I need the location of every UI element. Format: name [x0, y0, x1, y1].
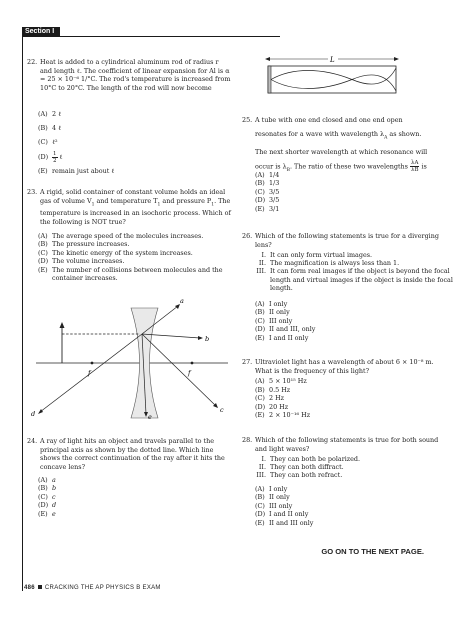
label-d: d [31, 410, 36, 418]
option[interactable]: (D) 20 Hz [255, 402, 289, 411]
label-c: c [220, 406, 224, 414]
question-number: 23. [27, 188, 38, 196]
question-25 [242, 115, 457, 176]
question-number: 22. [27, 58, 38, 66]
option[interactable]: (D) I and II only [255, 510, 309, 519]
option[interactable]: (C) III only [255, 316, 293, 325]
option[interactable]: (C) 3/5 [255, 187, 280, 196]
question-number: 27. [242, 358, 253, 366]
option[interactable]: (B) II only [255, 493, 290, 502]
option[interactable]: (A) I only [255, 485, 288, 493]
question-number: 28. [242, 436, 253, 444]
question-text: A tube with one end closed and one end open resonates for a wave with wavelength $\lambda_A$ as shown. The next shorter wavelength at which resonance will occur is $\lambda_B$. The ratio of these two wavelengths $\frac{\lambda A}{\lambda B}$ is [255, 116, 428, 174]
option[interactable]: (B) 1/3 [255, 179, 280, 188]
section-rule [60, 36, 280, 37]
resonance-tube-diagram [262, 55, 412, 99]
q23-options [38, 232, 233, 282]
option[interactable]: (A) I only [255, 300, 288, 308]
question-text: Which of the following statements is true for a diverging lens? [255, 232, 439, 249]
statement: II. They can both diffract. [258, 463, 344, 472]
option[interactable]: (A) The average speed of the molecules increases. [38, 232, 204, 240]
standing-wave-upper [271, 68, 396, 84]
question-text: A rigid, solid container of constant volume holds an ideal gas of volume $V_1$ and temperature $T_1$ and pressure $P_1$. The temperature is increased in an isochoric process. Which of the following is NOT true? [40, 188, 231, 227]
standing-wave-lower [271, 75, 396, 91]
option[interactable]: (E) The number of collisions between molecules and the container increases. [38, 265, 223, 283]
label-b: b [205, 335, 210, 343]
option[interactable]: (C) ℓ² [38, 138, 58, 147]
option[interactable]: (C) III only [255, 501, 293, 510]
option[interactable]: (B) b [38, 484, 57, 493]
question-number: 24. [27, 437, 38, 445]
q28-statements [254, 455, 454, 480]
option[interactable]: (E) 3/1 [255, 204, 280, 213]
option[interactable]: (C) The kinetic energy of the system increases. [38, 248, 193, 257]
label-f-right: f [188, 369, 191, 377]
page-number: 486 [24, 585, 35, 591]
section-label: Section I [22, 27, 60, 37]
option[interactable]: (A) a [38, 476, 56, 484]
option[interactable]: (D) d [38, 501, 57, 510]
label-f-left: f [88, 369, 91, 377]
concave-lens-diagram [28, 298, 233, 420]
question-text: A ray of light hits an object and travels parallel to the principal axis as shown by the dotted line. Which line shows the correct continuation of the ray after it hits the concave lens? [40, 437, 225, 471]
option[interactable]: (D) $\frac{1}{2}$ ℓ [38, 150, 63, 164]
option[interactable]: (D) 3/5 [255, 196, 280, 205]
option[interactable]: (A) 2 ℓ [38, 110, 62, 118]
statement: III. They can both refract. [256, 471, 343, 480]
label-a: a [180, 298, 184, 305]
statement: I. They can both be polarized. [261, 455, 361, 463]
footer-rule [22, 577, 23, 591]
statement: II. The magnification is always less than 1. [258, 259, 400, 268]
q25-options [255, 171, 355, 213]
tube [268, 66, 396, 93]
option[interactable]: (E) I and II only [255, 333, 309, 342]
option[interactable]: (E) remain just about ℓ [38, 166, 115, 175]
question-26 [242, 232, 452, 249]
q26-options [255, 300, 405, 342]
option[interactable]: (E) e [38, 509, 56, 518]
question-28 [242, 436, 452, 453]
q24-options [38, 476, 138, 518]
question-number: 25. [242, 116, 253, 124]
closed-end [268, 66, 271, 93]
ray-c [142, 334, 216, 406]
question-text: Heat is added to a cylindrical aluminum rod of radius r and length ℓ. The coefficient of linear expansion for Al is α = 25 × 10⁻⁶ 1/°C. The rod's temperature is increased from 10°C to 20°C. The length of the rod will now become [40, 58, 231, 92]
option[interactable]: (A) 1/4 [255, 171, 280, 179]
question-22 [27, 58, 232, 92]
question-text: Ultraviolet light has a wavelength of about 6 × 10⁻⁸ m. What is the frequency of this light? [255, 358, 434, 375]
q28-options [255, 485, 405, 527]
question-23 [27, 188, 232, 227]
focal-point-right [191, 362, 194, 365]
option[interactable]: (C) 2 Hz [255, 394, 285, 403]
wavelength-ratio-fraction: $\frac{\lambda A}{\lambda B}$ [410, 160, 419, 174]
focal-point-left [91, 362, 94, 365]
option[interactable]: (D) II and III, only [255, 325, 316, 334]
square-bullet-icon [38, 585, 42, 589]
q22-options [38, 110, 228, 176]
question-number: 26. [242, 232, 253, 240]
question-27 [242, 358, 452, 375]
q27-options [255, 377, 405, 420]
option[interactable]: (B) The pressure increases. [38, 240, 130, 249]
option[interactable]: (D) The volume increases. [38, 257, 125, 266]
statement: I. It can only form virtual images. [261, 251, 373, 259]
ray-d [40, 334, 142, 412]
q26-statements [254, 251, 454, 292]
book-title: CRACKING THE AP PHYSICS B EXAM [44, 585, 161, 591]
option[interactable]: (B) 4 ℓ [38, 124, 62, 133]
go-on-notice: GO ON TO THE NEXT PAGE. [321, 547, 424, 556]
option[interactable]: (B) II only [255, 308, 290, 317]
fraction: $\frac{1}{2}$ [53, 150, 57, 164]
option[interactable]: (B) 0.5 Hz [255, 385, 291, 394]
option[interactable]: (C) c [38, 492, 56, 501]
page-footer [24, 585, 161, 591]
length-label: L [330, 56, 335, 64]
question-24 [27, 437, 232, 471]
left-margin-rule [22, 37, 23, 577]
label-e: e [148, 413, 152, 420]
statement: III. It can form real images if the object is beyond the focal length and virtual images if the object is inside the focal length. [256, 267, 453, 292]
option[interactable]: (E) II and III only [255, 518, 314, 527]
option[interactable]: (E) 2 × 10⁻¹⁶ Hz [255, 411, 311, 420]
object-arrow-head [60, 322, 65, 328]
question-text: Which of the following statements is true for both sound and light waves? [255, 436, 439, 453]
option[interactable]: (A) 5 × 10¹⁵ Hz [255, 377, 307, 385]
